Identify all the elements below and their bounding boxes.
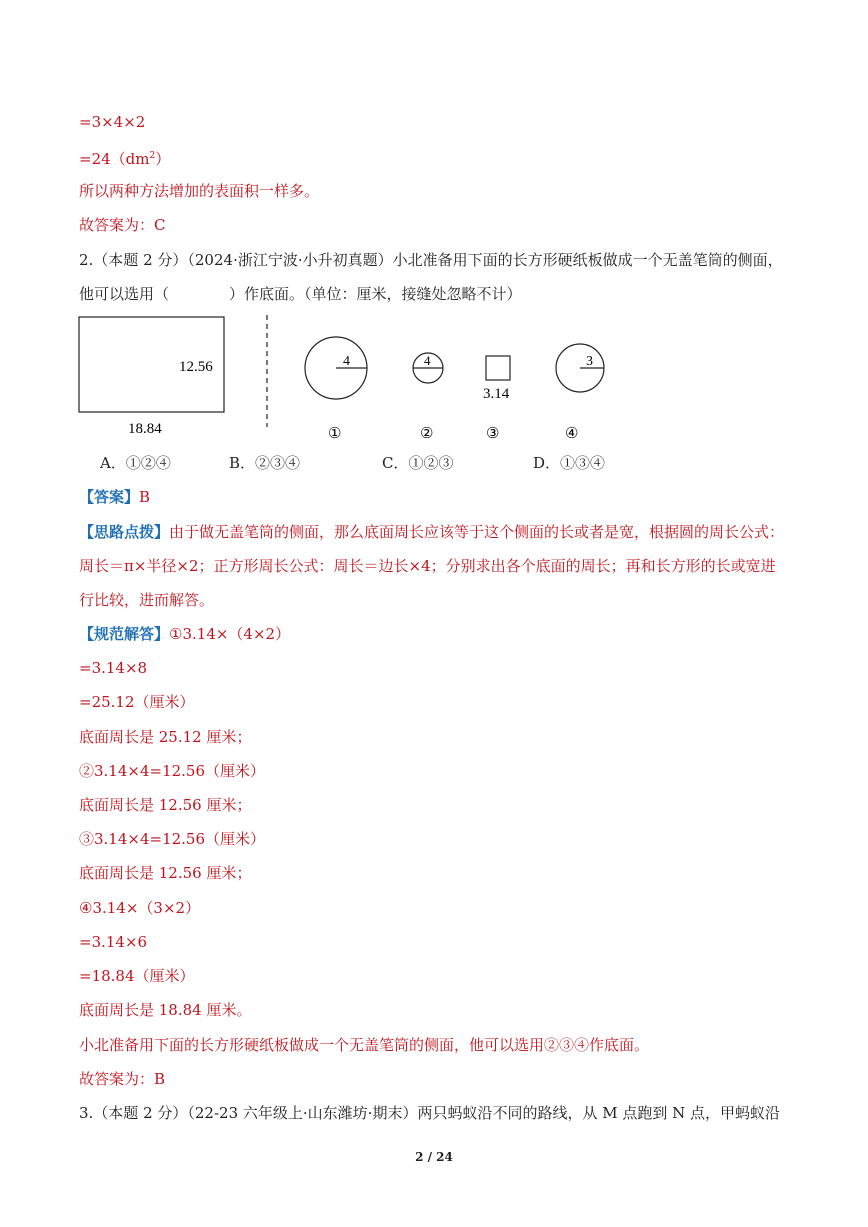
- radius-label-1: 4: [343, 354, 350, 369]
- hint-paragraph: [79, 515, 787, 617]
- calc-line: =3×4×2: [79, 113, 146, 131]
- base-option-3: [483, 356, 510, 442]
- option-d: D．①③④: [533, 454, 606, 472]
- next-question-line: 3.（本题 2 分）（22-23 六年级上·山东潍坊·期末）两只蚂蚁沿不同的路线，从 M 点跑到 N 点，甲蚂蚁沿: [79, 1104, 780, 1122]
- side-label-3: 3.14: [483, 386, 510, 402]
- solution-tag: 【规范解答】: [79, 625, 170, 643]
- solution-step: ①3.14×（4×2）: [169, 625, 291, 643]
- question-figure: [70, 305, 630, 445]
- hint-tag: 【思路点拨】: [79, 523, 170, 541]
- option-b: B．②③④: [229, 454, 301, 472]
- final-answer-line: 故答案为：B: [79, 1070, 166, 1088]
- answer-line: [79, 487, 150, 507]
- base-option-4: [556, 344, 604, 442]
- previous-answer-line: 故答案为：C: [79, 216, 166, 234]
- conclusion-line: 所以两种方法增加的表面积一样多。: [79, 182, 320, 200]
- option-c: C．①②③: [382, 454, 454, 472]
- radius-label-4: 3: [586, 354, 593, 369]
- solution-line: =3.14×8: [79, 659, 148, 677]
- solution-first-line: [79, 624, 290, 644]
- rect-width-label: 18.84: [128, 421, 162, 437]
- unit-exponent: 2: [149, 151, 156, 161]
- solution-line: ②3.14×4=12.56（厘米）: [79, 762, 266, 780]
- answer-tag: 【答案】: [79, 488, 140, 506]
- solution-conclusion: 小北准备用下面的长方形硬纸板做成一个无盖笔筒的侧面，他可以选用②③④作底面。: [79, 1036, 650, 1054]
- option-number-3: ③: [486, 424, 500, 442]
- question-text-line2-b: ）作底面。（单位：厘米，接缝处忽略不计）: [229, 285, 522, 303]
- solution-line: 底面周长是 12.56 厘米；: [79, 864, 252, 882]
- square-3: [486, 356, 510, 380]
- solution-line: ③3.14×4=12.56（厘米）: [79, 830, 266, 848]
- option-a: A．①②④: [100, 454, 171, 472]
- option-number-4: ④: [565, 424, 579, 442]
- solution-line: 底面周长是 12.56 厘米；: [79, 796, 252, 814]
- option-number-2: ②: [420, 424, 434, 442]
- solution-line: 底面周长是 25.12 厘米；: [79, 728, 252, 746]
- calc-result-text: =24（dm: [79, 150, 150, 168]
- option-number-1: ①: [328, 424, 342, 442]
- answer-value: B: [139, 488, 151, 506]
- hint-text: 由于做无盖笔筒的侧面，那么底面周长应该等于这个侧面的长或者是宽，根据圆的周长公式：周长＝π×半径×2；正方形周长公式：周长＝边长×4；分别求出各个底面的周长；再和长方形的长或宽进行比较，进而解答。: [79, 523, 785, 609]
- solution-line: 底面周长是 18.84 厘米。: [79, 1001, 252, 1019]
- solution-line: =18.84（厘米）: [79, 967, 195, 985]
- calc-result-close: ）: [155, 150, 171, 168]
- calc-result-line: [79, 146, 170, 169]
- cardboard-rectangle: [79, 317, 224, 437]
- solution-line: ④3.14×（3×2）: [79, 899, 201, 917]
- question-text-line2: [79, 284, 522, 304]
- base-option-2: [413, 353, 443, 442]
- question-text-line1: 2.（本题 2 分）（2024·浙江宁波·小升初真题）小北准备用下面的长方形硬纸板做成一个无盖笔筒的侧面，: [79, 251, 783, 269]
- base-option-1: [305, 337, 367, 442]
- question-text-line2-a: 他可以选用（: [79, 285, 170, 303]
- solution-line: =3.14×6: [79, 933, 148, 951]
- rect-height-label: 12.56: [179, 359, 213, 375]
- diameter-label-2: 4: [424, 353, 431, 368]
- page-number: 2 / 24: [415, 1150, 453, 1164]
- solution-line: =25.12（厘米）: [79, 693, 195, 711]
